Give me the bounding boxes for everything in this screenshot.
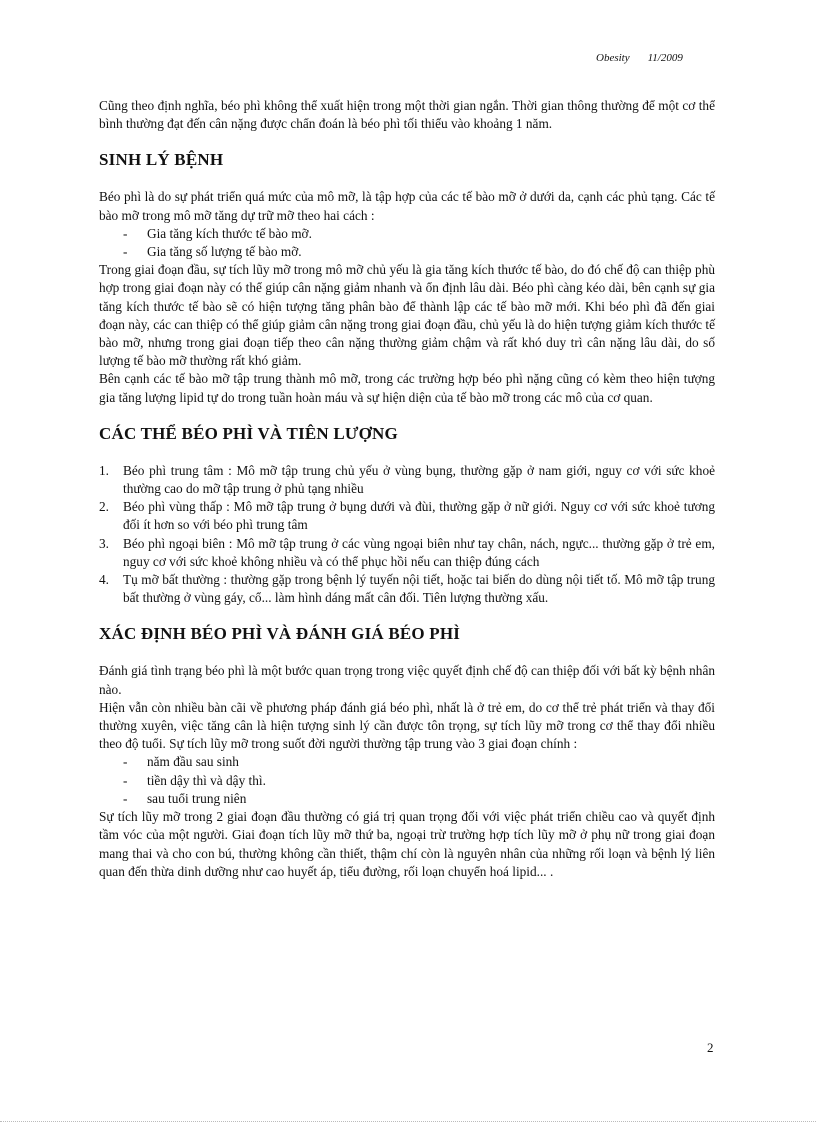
s1-bullet-list [99, 225, 715, 261]
list-item: - sau tuổi trung niên [123, 790, 715, 808]
item-text: Béo phì trung tâm : Mô mỡ tập trung chủ yếu ở vùng bụng, thường gặp ở nam giới, nguy cơ với sức khoẻ thường cao do mỡ tập trung ở phủ tạng nhiều [123, 462, 715, 497]
list-item [99, 535, 715, 571]
header-topic: Obesity [596, 52, 630, 64]
header-date: 11/2009 [647, 52, 683, 64]
item-text: Béo phì vùng thấp : Mô mỡ tập trung ở bụng dưới và đùi, thường gặp ở nữ giới. Nguy cơ với sức khoẻ tương đối ít hơn so với béo phì trung tâm [123, 499, 715, 533]
s1-paragraph-2: Trong giai đoạn đầu, sự tích lũy mỡ trong mô mỡ chủ yếu là gia tăng kích thước tế bào, do đó chế độ can thiệp phù hợp trong giai đoạn này có thể giúp cân nặng giảm nhanh và ổn định lâu dài. Béo phì càng kéo dài, bên cạnh sự gia tăng kích thước tế bào sẽ có hiện tượng tăng phân bào để thành lập các tế bào mỡ mới. Khi béo phì đã đến giai đoạn này, các can thiệp có thể giúp giảm cân nặng trong giai đoạn đầu, chủ yếu là do hiện tượng giảm kích thước tế bào mỡ, nhưng trong giai đoạn tiếp theo cân nặng thường giảm chậm và rất khó duy trì cân nặng lâu dài, do số lượng tế bào mỡ thường rất khó giảm. [99, 262, 715, 369]
item-number: 1. [99, 462, 109, 478]
page-bottom-divider [0, 1121, 816, 1122]
section-title-sinh-ly-benh: SINH LÝ BỆNH [99, 150, 224, 170]
item-text: Béo phì ngoại biên : Mô mỡ tập trung ở các vùng ngoại biên như tay chân, nách, ngực... thường gặp ở trẻ em, nguy cơ với sức khoẻ không nhiều và có thể phục hồi nếu can thiệp đúng cách [123, 535, 715, 569]
item-number: 2. [99, 499, 109, 515]
list-item: - tiền dậy thì và dậy thì. [123, 772, 715, 790]
list-item: - Gia tăng kích thước tế bào mỡ. [123, 225, 715, 243]
s1-paragraph-1: Béo phì là do sự phát triển quá mức của mô mỡ, là tập hợp của các tế bào mỡ ở dưới da, cạnh các phủ tạng. Các tế bào mỡ trong mô mỡ tăng dự trữ mỡ theo hai cách : [99, 189, 715, 223]
s2-numbered-list [99, 462, 715, 608]
list-item [99, 462, 715, 498]
list-item: - Gia tăng số lượng tế bào mỡ. [123, 243, 715, 261]
s3-paragraph-3: Sự tích lũy mỡ trong 2 giai đoạn đầu thường có giá trị quan trọng đối với việc phát triển chiều cao và quyết định tầm vóc của một người. Giai đoạn tích lũy mỡ thứ ba, ngoại trừ trường hợp tích lũy mỡ ở phụ nữ trong giai đoạn mang thai và cho con bú, thường không cần thiết, thậm chí còn là nguyên nhân của những rối loạn và bệnh lý liên quan đến thừa dinh dưỡng như cao huyết áp, tiểu đường, rối loạn chuyển hoá lipid... . [99, 809, 715, 879]
item-number: 4. [99, 572, 109, 588]
s3-bullet-list [99, 753, 715, 808]
list-item: - năm đầu sau sinh [123, 753, 715, 771]
page-number: 2 [707, 1040, 714, 1055]
s1-paragraph-3: Bên cạnh các tế bào mỡ tập trung thành mô mỡ, trong các trường hợp béo phì nặng cũng có kèm theo hiện tượng gia tăng lượng lipid tự do trong tuần hoàn máu và sự hiện diện của tế bào mỡ trong các mô của cơ quan. [99, 371, 715, 405]
s3-paragraph-1: Đánh giá tình trạng béo phì là một bước quan trọng trong việc quyết định chế độ can thiệp đối với bất kỳ bệnh nhân nào. [99, 663, 715, 697]
page-header [596, 52, 701, 64]
s3-paragraph-2: Hiện vẫn còn nhiều bàn cãi về phương pháp đánh giá béo phì, nhất là ở trẻ em, do cơ thể trẻ phát triển và thay đổi thường xuyên, việc tăng cân là hiện tượng sinh lý cần được tôn trọng, sự tích lũy mỡ trong cơ thể thay đổi nhiều theo độ tuổi. Sự tích lũy mỡ trong suốt đời người thường tập trung vào 3 giai đoạn chính : [99, 699, 715, 752]
section-title-xac-dinh-beo-phi: XÁC ĐỊNH BÉO PHÌ VÀ ĐÁNH GIÁ BÉO PHÌ [99, 624, 461, 644]
page-content [99, 97, 715, 881]
section-title-cac-the-beo-phi: CÁC THỂ BÉO PHÌ VÀ TIÊN LƯỢNG [99, 423, 398, 443]
intro-paragraph: Cũng theo định nghĩa, béo phì không thể xuất hiện trong một thời gian ngắn. Thời gian thông thường để một cơ thể bình thường đạt đến cân nặng được chẩn đoán là béo phì tối thiểu vào khoảng 1 năm. [99, 98, 715, 132]
item-number: 3. [99, 535, 109, 551]
list-item [99, 571, 715, 607]
list-item [99, 498, 715, 534]
item-text: Tụ mỡ bất thường : thường gặp trong bệnh lý tuyến nội tiết, hoặc tai biến do dùng nội tiết tố. Mô mỡ tập trung bất thường ở vùng gáy, cổ... làm hình dáng mất cân đối. Tiên lượng thường xấu. [123, 572, 715, 606]
